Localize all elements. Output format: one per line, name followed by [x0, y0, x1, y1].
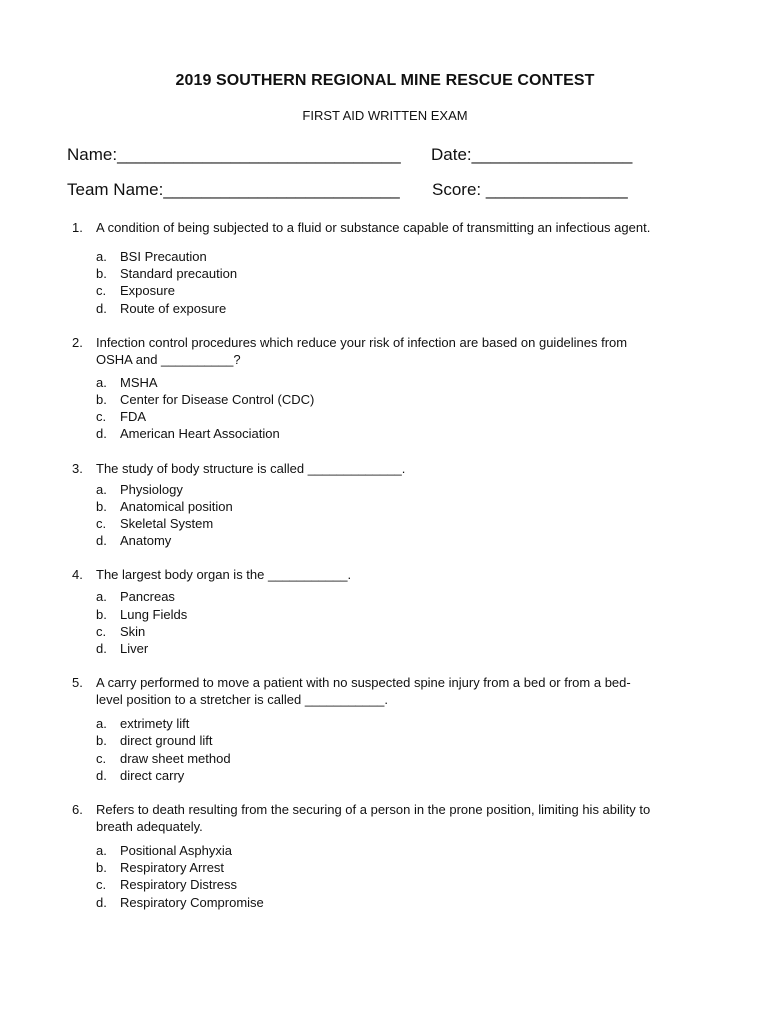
answer-options	[72, 248, 652, 317]
answer-option[interactable]	[96, 623, 652, 640]
option-text: Standard precaution	[120, 266, 238, 282]
answer-option[interactable]	[96, 265, 652, 282]
option-text: American Heart Association	[120, 426, 280, 442]
option-letter: a.	[96, 374, 107, 390]
option-text: Positional Asphyxia	[120, 843, 233, 859]
question-row	[72, 674, 652, 708]
question-row	[72, 460, 652, 477]
option-text: draw sheet method	[120, 750, 231, 766]
answer-option[interactable]	[96, 300, 652, 317]
option-text: Respiratory Arrest	[120, 860, 225, 876]
question-list	[72, 219, 652, 911]
question-4	[72, 566, 652, 657]
question-row	[72, 334, 652, 368]
option-text: direct carry	[120, 767, 185, 783]
name-field[interactable]: Name:______________________________	[67, 145, 401, 164]
question-3	[72, 460, 652, 550]
option-letter: b.	[96, 860, 107, 876]
option-text: Respiratory Compromise	[120, 894, 264, 910]
question-number: 6.	[72, 802, 83, 818]
option-text: Pancreas	[120, 589, 175, 605]
question-text: The largest body organ is the ___________.	[96, 567, 352, 583]
option-letter: b.	[96, 733, 107, 749]
answer-option[interactable]	[96, 859, 652, 876]
option-letter: c.	[96, 409, 107, 425]
question-text: A carry performed to move a patient with no suspected spine injury from a bed or from a bed-level position to a stretcher is called ___________.	[96, 675, 631, 708]
answer-option[interactable]	[96, 767, 652, 784]
question-number: 3.	[72, 460, 83, 476]
answer-option[interactable]	[96, 732, 652, 749]
question-number: 5.	[72, 675, 83, 691]
question-number: 1.	[72, 220, 83, 235]
exam-subtitle: FIRST AID WRITTEN EXAM	[302, 108, 468, 123]
answer-options	[72, 588, 652, 657]
option-text: Physiology	[120, 481, 183, 497]
option-letter: a.	[96, 716, 107, 732]
answer-option[interactable]	[96, 588, 652, 605]
answer-option[interactable]	[96, 498, 652, 515]
answer-options	[72, 715, 652, 784]
option-letter: c.	[96, 877, 107, 893]
answer-option[interactable]	[96, 391, 652, 408]
score-field[interactable]: Score: _______________	[432, 180, 628, 199]
option-letter: a.	[96, 589, 107, 605]
answer-option[interactable]	[96, 876, 652, 893]
question-row	[72, 219, 652, 236]
answer-option[interactable]	[96, 532, 652, 549]
question-text: Refers to death resulting from the securing of a person in the prone position, limiting his ability to breath adequately.	[96, 802, 651, 835]
answer-option[interactable]	[96, 408, 652, 425]
answer-option[interactable]	[96, 248, 652, 265]
answer-option[interactable]	[96, 750, 652, 767]
option-text: FDA	[120, 409, 146, 425]
option-letter: a.	[96, 481, 107, 497]
question-6	[72, 801, 652, 911]
question-number: 4.	[72, 567, 83, 583]
option-text: Liver	[120, 641, 149, 657]
option-text: BSI Precaution	[120, 249, 207, 264]
question-5	[72, 674, 652, 784]
option-text: Anatomy	[120, 533, 172, 549]
question-row	[72, 801, 652, 835]
question-1	[72, 219, 652, 317]
answer-option[interactable]	[96, 515, 652, 532]
option-letter: b.	[96, 606, 107, 622]
option-text: Skin	[120, 623, 146, 639]
option-text: Route of exposure	[120, 300, 227, 316]
option-letter: c.	[96, 283, 107, 299]
option-letter: d.	[96, 426, 107, 442]
option-text: Exposure	[120, 283, 175, 299]
answer-option[interactable]	[96, 894, 652, 911]
option-letter: c.	[96, 516, 107, 532]
option-letter: c.	[96, 750, 107, 766]
answer-option[interactable]	[96, 640, 652, 657]
option-letter: d.	[96, 533, 107, 549]
option-letter: c.	[96, 623, 107, 639]
option-letter: d.	[96, 894, 107, 910]
option-letter: b.	[96, 266, 107, 282]
answer-option[interactable]	[96, 842, 652, 859]
option-text: Lung Fields	[120, 606, 188, 622]
answer-option[interactable]	[96, 481, 652, 498]
option-text: extrimety lift	[120, 716, 190, 732]
question-text: A condition of being subjected to a fluid or substance capable of transmitting an infectious agent.	[96, 220, 651, 235]
option-letter: a.	[96, 843, 107, 859]
option-text: Anatomical position	[120, 498, 233, 514]
answer-options	[72, 374, 652, 443]
answer-option[interactable]	[96, 282, 652, 299]
option-letter: b.	[96, 392, 107, 408]
option-letter: b.	[96, 498, 107, 514]
exam-title: 2019 SOUTHERN REGIONAL MINE RESCUE CONTEST	[175, 72, 595, 89]
option-text: Respiratory Distress	[120, 877, 238, 893]
answer-option[interactable]	[96, 715, 652, 732]
question-number: 2.	[72, 334, 83, 350]
question-text: Infection control procedures which reduce your risk of infection are based on guidelines from OSHA and __________?	[96, 334, 628, 367]
team-name-field[interactable]: Team Name:_________________________	[67, 180, 400, 199]
option-letter: d.	[96, 641, 107, 657]
answer-option[interactable]	[96, 374, 652, 391]
date-field[interactable]: Date:_________________	[431, 145, 633, 164]
option-letter: d.	[96, 300, 107, 316]
question-row	[72, 566, 652, 583]
question-2	[72, 334, 652, 443]
option-text: direct ground lift	[120, 733, 213, 749]
answer-options	[72, 842, 652, 911]
option-text: MSHA	[120, 374, 158, 390]
option-text: Center for Disease Control (CDC)	[120, 392, 315, 408]
option-letter: d.	[96, 767, 107, 783]
answer-option[interactable]	[96, 425, 652, 442]
question-text: The study of body structure is called _____________.	[96, 460, 406, 476]
option-text: Skeletal System	[120, 516, 214, 532]
option-letter: a.	[96, 249, 107, 264]
answer-option[interactable]	[96, 606, 652, 623]
answer-options	[72, 481, 652, 550]
